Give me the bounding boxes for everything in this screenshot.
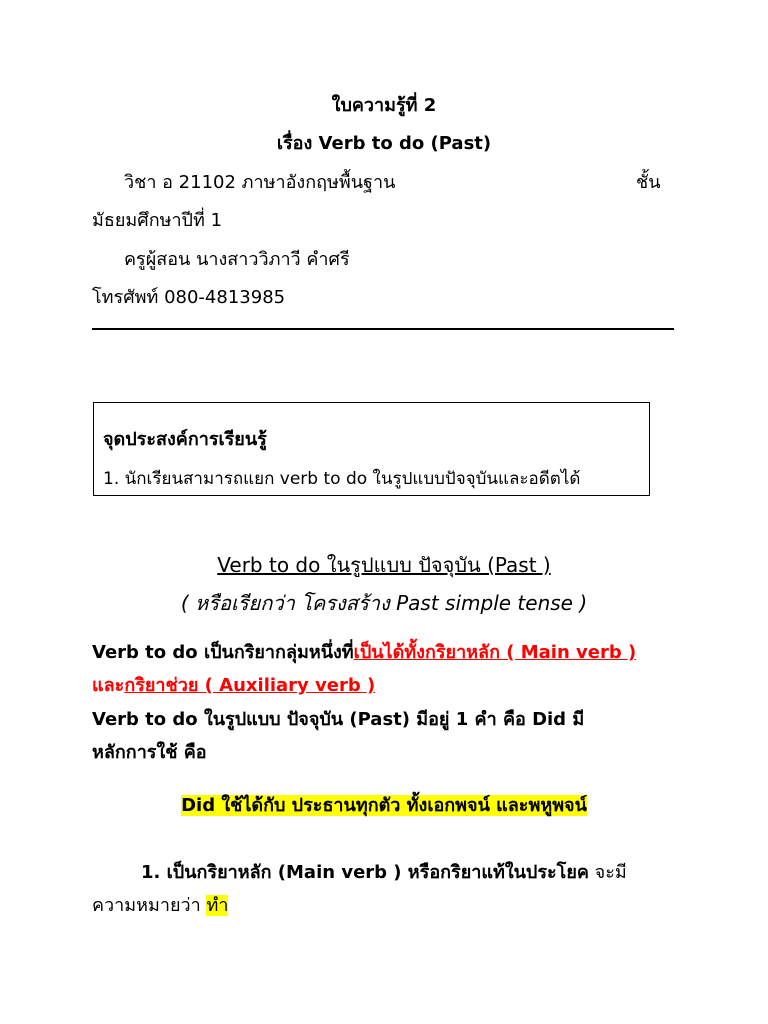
section-subheading: ( หรือเรียกว่า โครงสร้าง Past simple tense ) <box>180 591 588 615</box>
objective-item-1: 1. นักเรียนสามารถแยก verb to do ในรูปแบบปัจจุบันและอดีตได้ <box>103 469 581 489</box>
auxiliary-verb-phrase: กริยาช่วย ( Auxiliary verb ) <box>124 675 376 696</box>
grade-label: ชั้น <box>636 172 661 193</box>
paragraph-1-line-1 <box>92 640 636 666</box>
main-verb-phrase: เป็นได้ทั้งกริยาหลัก ( Main verb ) <box>353 642 637 663</box>
point-1-meaning-word: ทำ <box>206 895 229 916</box>
header-divider <box>92 328 674 330</box>
highlight-rule-row <box>0 793 768 819</box>
paragraph-2-line-1: Verb to do ในรูปแบบ ปัจจุบัน (Past) มีอยู่ 1 คำ คือ Did มี <box>92 709 585 730</box>
point-1-line-2 <box>92 893 228 919</box>
highlight-rule: Did ใช้ได้กับ ประธานทุกตัว ทั้งเอกพจน์ และพหูพจน์ <box>181 795 587 816</box>
point-1-line-1 <box>141 860 627 886</box>
teacher-line: ครูผู้สอน นางสาววิภาวี คำศรี <box>124 249 350 270</box>
point-1-meaning-label: ความหมายว่า <box>92 895 207 916</box>
paragraph-2-line-2: หลักการใช้ คือ <box>92 742 207 763</box>
document-subject-title: เรื่อง Verb to do (Past) <box>276 133 492 154</box>
point-1-tail: จะมี <box>588 862 627 883</box>
grade-line: มัธยมศึกษาปีที่ 1 <box>92 210 223 231</box>
document-title: ใบความรู้ที่ 2 <box>331 95 437 116</box>
course-line: วิชา อ 21102 ภาษาอังกฤษพื้นฐาน <box>124 172 396 193</box>
phone-line: โทรศัพท์ 080-4813985 <box>92 287 286 308</box>
paragraph-1-text: Verb to do เป็นกริยากลุ่มหนึ่งที่ <box>92 642 354 663</box>
point-1-heading: 1. เป็นกริยาหลัก (Main verb ) หรือกริยาแท้ในประโยค <box>141 862 589 883</box>
paragraph-1-line-2 <box>92 673 375 699</box>
objective-box <box>93 402 650 496</box>
objective-heading: จุดประสงค์การเรียนรู้ <box>103 429 267 450</box>
section-heading: Verb to do ในรูปแบบ ปัจจุบัน (Past ) <box>217 553 551 577</box>
paragraph-1-and: และ <box>92 675 125 696</box>
